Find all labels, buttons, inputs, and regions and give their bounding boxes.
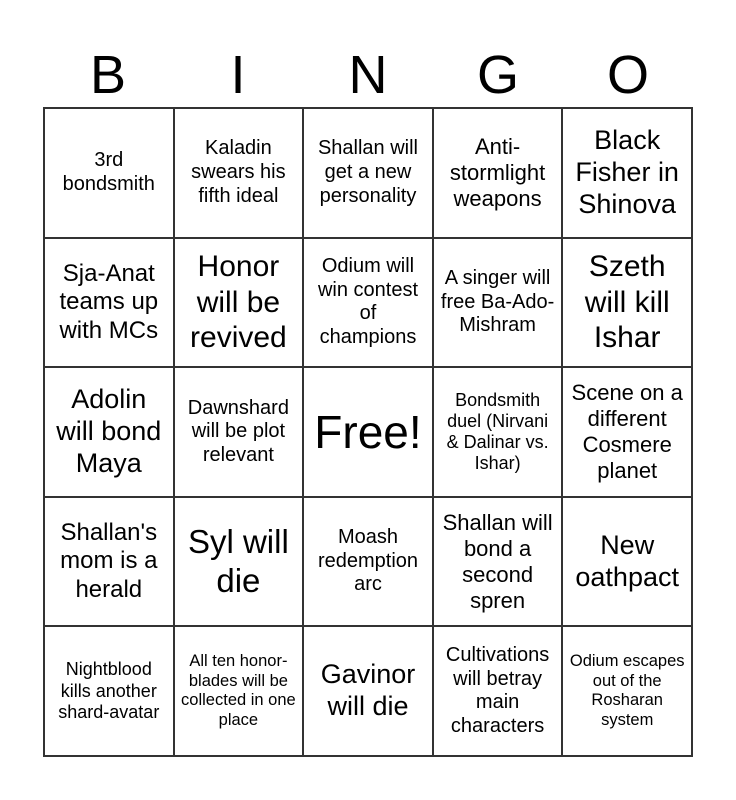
cell-text: Shallan will get a new personality (317, 137, 419, 207)
cell-text: Gavinor will die (320, 659, 416, 722)
header-letter-i: I (230, 45, 246, 105)
header-letter-o: O (606, 45, 649, 105)
bingo-cell[interactable] (44, 626, 174, 756)
bingo-cell[interactable] (174, 367, 304, 497)
cell-text: Syl will die (187, 522, 289, 599)
bingo-cell[interactable] (174, 238, 304, 368)
cell-text: Nightblood kills another shard-avatar (58, 659, 160, 722)
header-letter-g: G (476, 45, 519, 105)
bingo-cell[interactable] (174, 497, 304, 627)
bingo-cell[interactable] (433, 626, 563, 756)
cell-text: Bondsmith duel (Nirvani & Dalinar vs. Ishar) (446, 389, 549, 474)
bingo-cell[interactable] (174, 108, 304, 238)
cell-text: Anti-stormlight weapons (449, 133, 546, 211)
bingo-cell[interactable] (562, 497, 692, 627)
bingo-cell[interactable] (303, 626, 433, 756)
bingo-cell[interactable] (562, 108, 692, 238)
bingo-cell[interactable] (174, 626, 304, 756)
free-space[interactable] (303, 367, 433, 497)
cell-text: Scene on a different Cosmere planet (571, 380, 683, 483)
bingo-cell[interactable] (44, 367, 174, 497)
cell-text: Adolin will bond Maya (56, 384, 162, 478)
cell-text: A singer will free Ba-Ado-Mishram (440, 267, 555, 337)
bingo-cell[interactable] (562, 626, 692, 756)
bingo-cell[interactable] (562, 367, 692, 497)
bingo-cell[interactable] (44, 238, 174, 368)
cell-text: All ten honor-blades will be collected in one place (181, 652, 296, 729)
header-letter-n: N (348, 45, 388, 105)
cell-text: Sja-Anat teams up with MCs (59, 259, 159, 344)
cell-text: New oathpact (575, 529, 679, 592)
cell-text: Free! (314, 405, 422, 458)
bingo-cell[interactable] (433, 238, 563, 368)
bingo-header (43, 44, 693, 106)
cell-text: Szeth will kill Ishar (584, 250, 670, 355)
header-letter-b: B (89, 45, 127, 105)
bingo-cell[interactable] (562, 238, 692, 368)
cell-text: Black Fisher in Shinova (575, 125, 679, 219)
bingo-cell[interactable] (433, 367, 563, 497)
bingo-cell[interactable] (303, 238, 433, 368)
cell-text: Moash redemption arc (317, 526, 419, 596)
cell-text: 3rd bondsmith (62, 149, 155, 195)
cell-text: Shallan will bond a second spren (442, 509, 553, 613)
bingo-cell[interactable] (433, 108, 563, 238)
cell-text: Odium will win contest of champions (317, 255, 419, 348)
cell-text: Odium escapes out of the Rosharan system (569, 652, 685, 729)
cell-text: Kaladin swears his fifth ideal (191, 137, 286, 207)
bingo-cell[interactable] (433, 497, 563, 627)
bingo-board (43, 107, 693, 757)
cell-text: Dawnshard will be plot relevant (187, 396, 289, 466)
cell-text: Shallan's mom is a herald (60, 519, 158, 603)
bingo-cell[interactable] (303, 497, 433, 627)
bingo-cell[interactable] (44, 108, 174, 238)
cell-text: Honor will be revived (190, 250, 287, 355)
bingo-cell[interactable] (303, 108, 433, 238)
bingo-cell[interactable] (44, 497, 174, 627)
cell-text: Cultivations will betray main characters (445, 644, 550, 737)
